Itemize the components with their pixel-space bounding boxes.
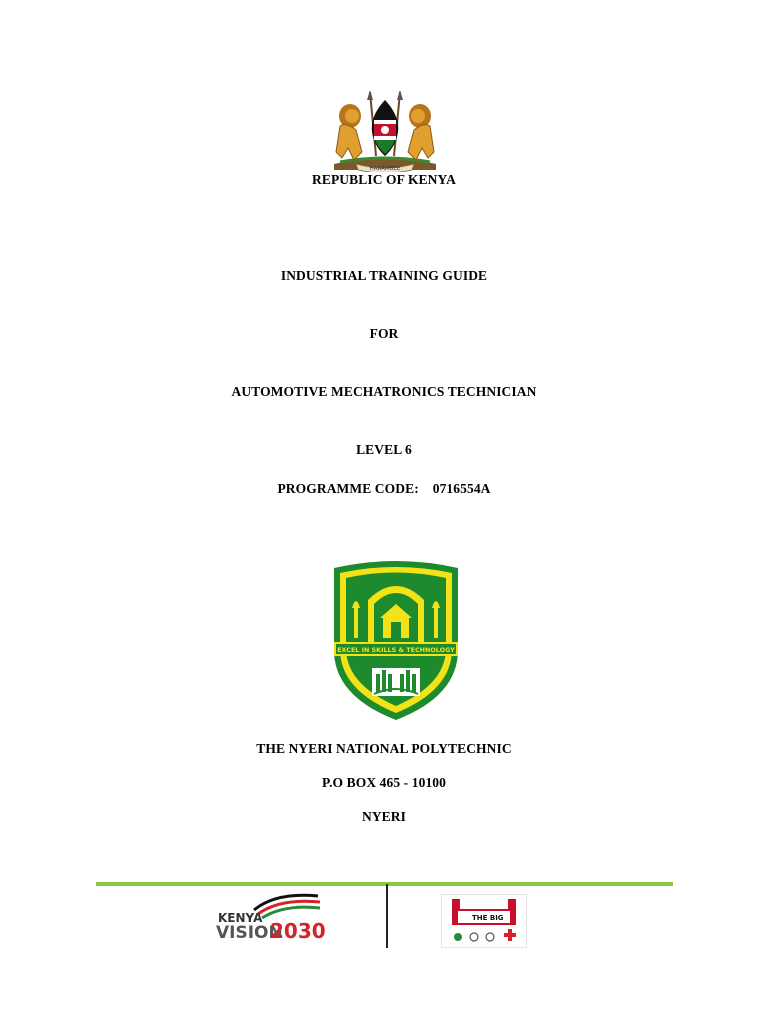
footer-divider [386,884,388,948]
vision-kenya-text: KENYA [218,911,263,925]
polytechnic-crest [328,556,464,722]
level-text: LEVEL 6 [356,442,412,457]
crest-motto: EXCEL IN SKILLS & TECHNOLOGY [337,646,455,654]
motto-text: HARAMBEE [369,166,401,172]
institution-name: THE NYERI NATIONAL POLYTECHNIC [256,741,512,756]
footer-rule [96,882,673,886]
kenya-coat-of-arms [326,86,444,172]
programme-name: AUTOMOTIVE MECHATRONICS TECHNICIAN [231,384,537,399]
document-title: INDUSTRIAL TRAINING GUIDE [280,268,488,283]
vision-year: 2030 [270,919,326,943]
kenya-vision-2030-logo [192,888,354,944]
institution-address: P.O BOX 465 - 10100 [321,775,447,790]
programme-code-label: PROGRAMME CODE: [277,481,419,496]
country-heading: REPUBLIC OF KENYA [312,172,456,187]
vision-word: VISION [216,923,283,943]
title-for: FOR [369,326,399,341]
programme-code-value: 0716554A [432,481,491,496]
big-four-agenda-logo [441,894,527,948]
programme-code-line [0,481,768,497]
institution-town: NYERI [361,809,406,824]
big-four-text: THE BIG [472,914,504,922]
